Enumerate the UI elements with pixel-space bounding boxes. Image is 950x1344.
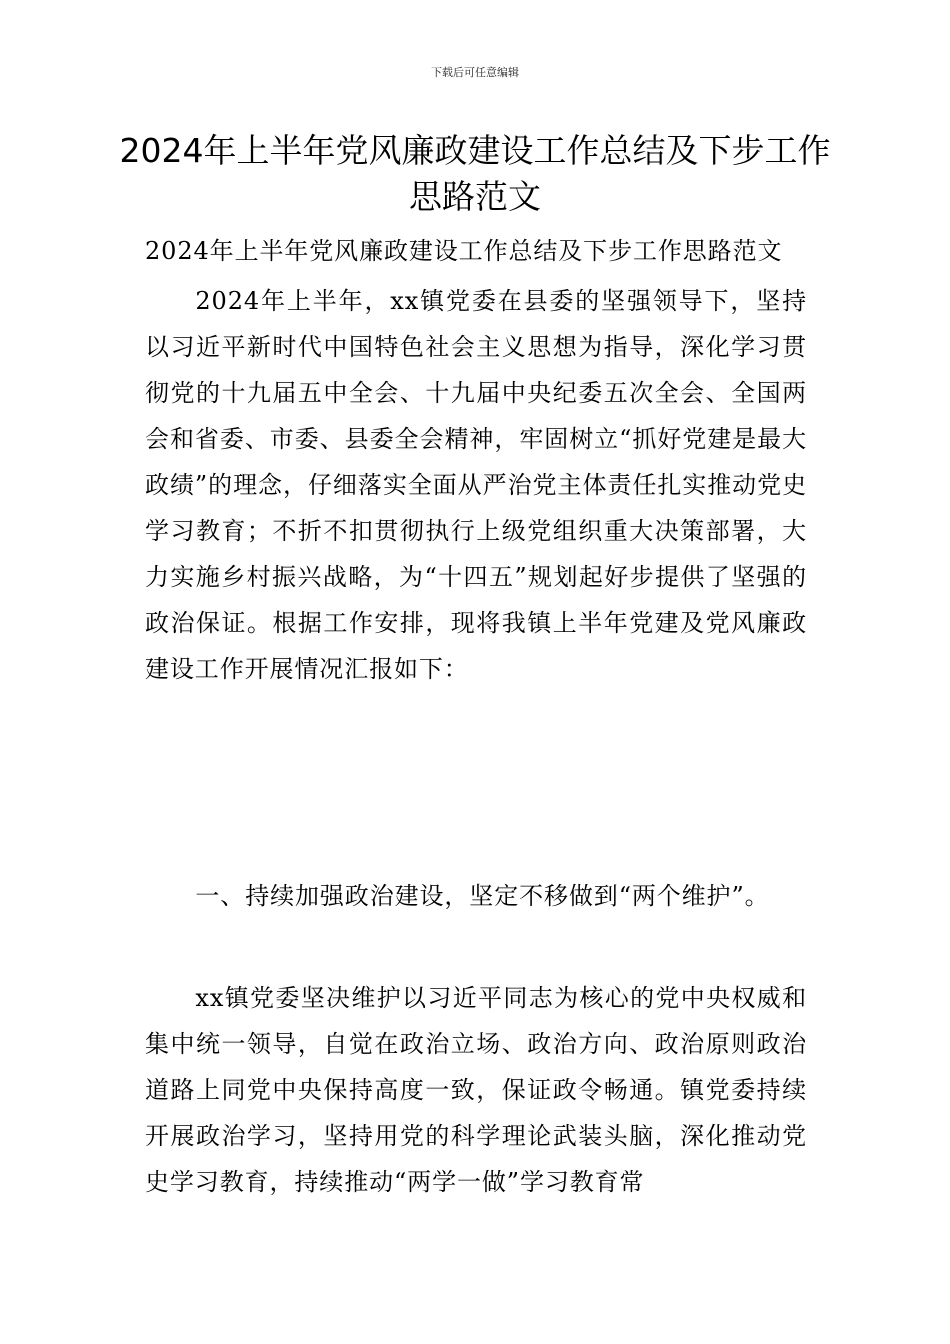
section-heading: 一、持续加强政治建设，坚定不移做到“两个维护”。 bbox=[195, 882, 770, 910]
intro-paragraph: 2024年上半年，xx镇党委在县委的坚强领导下，坚持以习近平新时代中国特色社会主义思想为指导，深化学习贯彻党的十九届五中全会、十九届中央纪委五次全会、全国两会和省委、市委、县委全会精神，牢固树立“抓好党建是最大政绩”的理念，仔细落实全面从严治党主体责任扎实推动党史学习教育；不折不扣贯彻执行上级党组织重大决策部署，大力实施乡村振兴战略，为“十四五”规划起好步提供了坚强的政治保证。根据工作安排，现将我镇上半年党建及党风廉政建设工作开展情况汇报如下： bbox=[145, 287, 807, 683]
section-paragraph: xx镇党委坚决维护以习近平同志为核心的党中央权威和集中统一领导，自觉在政治立场、政治方向、政治原则政治道路上同党中央保持高度一致，保证政令畅通。镇党委持续开展政治学习，坚持用党的科学理论武装头脑，深化推动党史学习教育，持续推动“两学一做”学习教育常 bbox=[145, 984, 807, 1196]
document-title: 2024年上半年党风廉政建设工作总结及下步工作思路范文 bbox=[119, 131, 831, 216]
document-subtitle: 2024年上半年党风廉政建设工作总结及下步工作思路范文 bbox=[145, 237, 783, 265]
header-note: 下载后可任意编辑 bbox=[431, 66, 519, 79]
